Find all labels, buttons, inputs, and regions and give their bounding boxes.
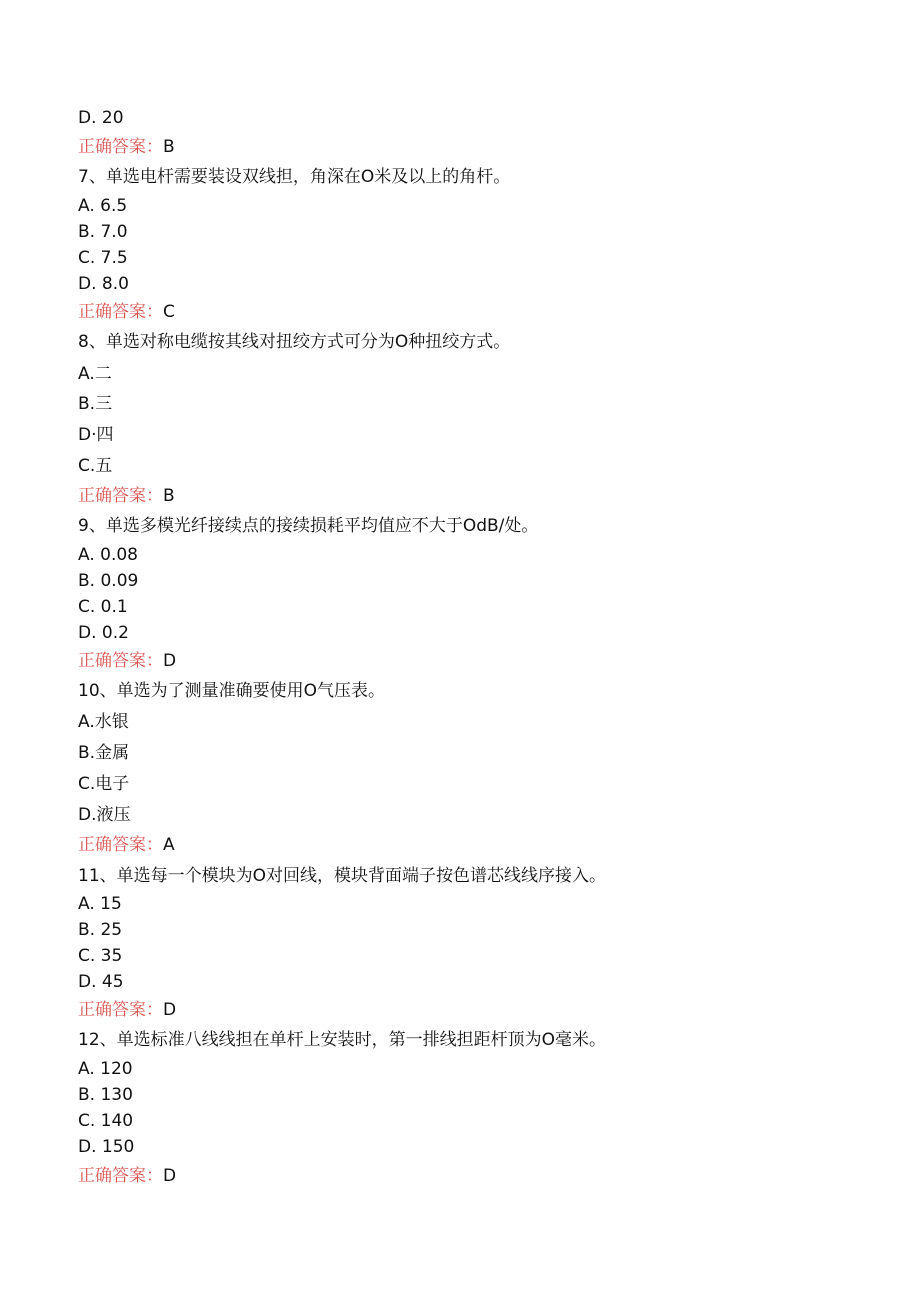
option-d: D·四 [78,425,114,445]
question-text: 10、单选为了测量准确要使用O气压表。 [78,681,386,701]
answer-line [78,834,175,856]
question-text: 11、单选每一个模块为O对回线，模块背面端子按色谱芯线线序接入。 [78,866,607,886]
answer-value: B [163,137,175,157]
option-b: B. 7.0 [78,222,128,242]
option-c: C. 0.1 [78,597,128,617]
answer-value: D [163,651,177,671]
answer-value: D [163,1166,177,1186]
option-b: B.金属 [78,743,130,763]
answer-line [78,650,176,672]
option-d: D.液压 [78,805,131,825]
option-a: A. 0.08 [78,545,138,565]
option-a: A. 120 [78,1059,133,1079]
answer-line [78,301,175,323]
question-text: 8、单选对称电缆按其线对扭绞方式可分为O种扭绞方式。 [78,332,511,352]
answer-line [78,485,175,507]
answer-label: 正确答案： [78,486,163,506]
option-d: D. 20 [78,108,124,128]
answer-value: D [163,1000,177,1020]
option-c: C. 7.5 [78,248,128,268]
option-d: D. 45 [78,972,124,992]
option-c: C.五 [78,456,113,476]
option-c: C.电子 [78,774,130,794]
option-b: B.三 [78,394,113,414]
option-c: C. 35 [78,946,123,966]
answer-label: 正确答案： [78,302,163,322]
answer-label: 正确答案： [78,835,163,855]
answer-line [78,1165,176,1187]
answer-line [78,999,176,1021]
option-a: A.水银 [78,712,129,732]
question-text: 7、单选电杆需要装设双线担，角深在O米及以上的角杆。 [78,167,511,187]
answer-label: 正确答案： [78,1000,163,1020]
option-b: B. 0.09 [78,571,139,591]
answer-value: A [163,835,175,855]
option-a: A.二 [78,364,112,384]
option-d: D. 8.0 [78,274,129,294]
answer-value: B [163,486,175,506]
option-b: B. 130 [78,1085,133,1105]
option-a: A. 15 [78,894,122,914]
option-b: B. 25 [78,920,123,940]
question-text: 9、单选多模光纤接续点的接续损耗平均值应不大于OdB/处。 [78,516,539,536]
option-c: C. 140 [78,1111,134,1131]
answer-value: C [163,302,175,322]
answer-line [78,136,175,158]
answer-label: 正确答案： [78,651,163,671]
option-d: D. 0.2 [78,623,129,643]
answer-label: 正确答案： [78,137,163,157]
option-d: D. 150 [78,1137,135,1157]
option-a: A. 6.5 [78,196,128,216]
question-text: 12、单选标准八线线担在单杆上安装时，第一排线担距杆顶为O毫米。 [78,1030,607,1050]
answer-label: 正确答案： [78,1166,163,1186]
